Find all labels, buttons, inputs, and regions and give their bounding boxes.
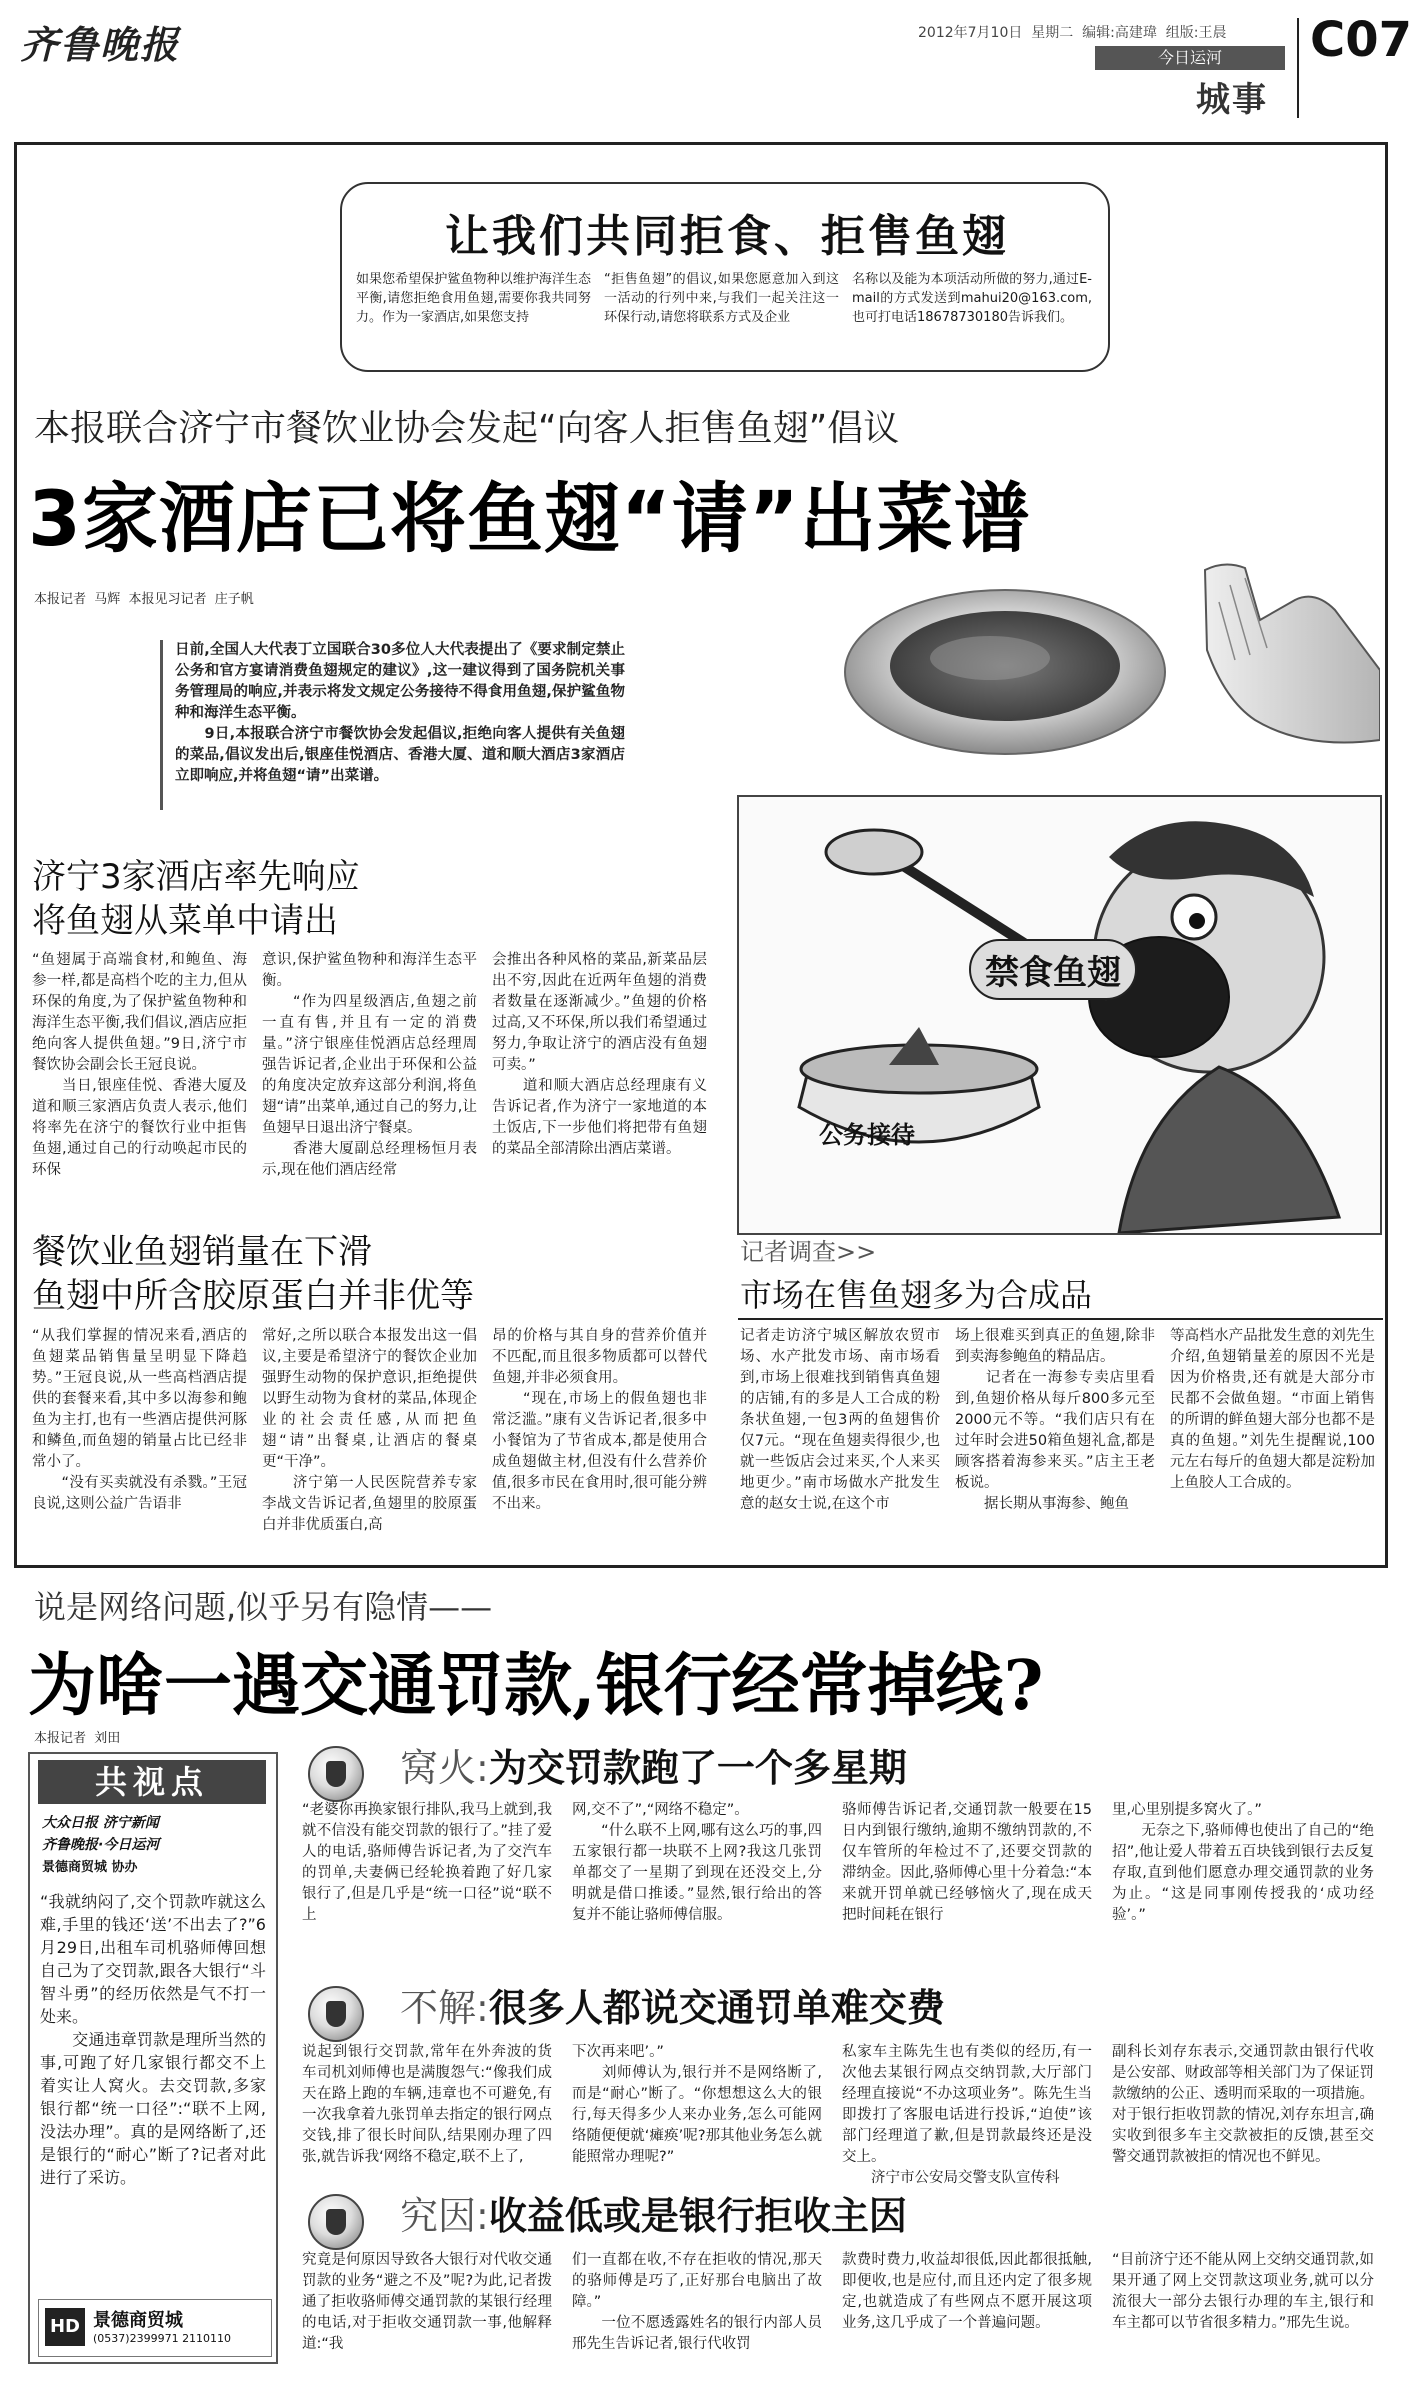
campaign-text-col2: “拒售鱼翅”的倡议,如果您愿意加入到这一活动的行列中来,与我们一起关注这一环保行动,请您将联系方式及企业 <box>604 272 839 325</box>
subhead-2 <box>32 1230 474 1318</box>
ad-logo-icon: HD <box>45 2308 85 2346</box>
section-name: 城事 <box>1196 80 1268 120</box>
section-2-col3: 私家车主陈先生也有类似的经历,有一次他去某银行网点交纳罚款,大厅部门经理直接说“不办这项业务”。陈先生当即拨打了客服电话进行投诉,“迫使”该部门经理道了歉,但是罚款最终还是没交上。 济宁市公安局交警支队宣传科 <box>842 2044 1092 2186</box>
section-3-col4: “目前济宁还不能从网上交纳交通罚款,如果开通了网上交罚款这项业务,就可以分流很大一部分去银行办理的车主,银行和车主都可以节省很多精力。”邢先生说。 <box>1112 2252 1374 2331</box>
story2-byline: 本报记者 刘田 <box>34 1731 121 1746</box>
inv-col3: 等高档水产品批发生意的刘先生介绍,鱼翅销量差的原因不光是因为价格贵,还有就是大部分市民都不会做鱼翅。“市面上销售的所谓的鲜鱼翅大部分也都不是真的鱼翅。”刘先生提醒说,100元左右每斤的鱼翅大都是淀粉加上鱼胶人工合成的。 <box>1170 1328 1375 1491</box>
masthead-meta: 2012年7月10日 星期二 编辑:高建瑋 组版:王晨 <box>918 25 1227 41</box>
commentary-sidebar <box>28 1752 278 2364</box>
sidebar-text: “我就纳闷了,交个罚款咋就这么难,手里的钱还‘送’不出去了?”6月29日,出租车司机骆师傅回想自己为了交罚款,跟各大银行“斗智斗勇”的经历依然是气不打一处来。 交通违章罚款是理所当然的事,可跑了好几家银行都交不上着实让人窝火。去交罚款,多家银行都“统一口径”:“联不上网,没法办理”。真的是网络断了,还是银行的“耐心”断了?记者对此进行了采访。 <box>40 1892 266 2187</box>
section-3-col3: 款费时费力,收益却很低,因此都很抵触,即便收,也是应付,而且还内定了很多规定,也就造成了有些网点不愿开展这项业务,这几乎成了一个普遍问题。 <box>842 2252 1092 2331</box>
section-1-col4: 里,心里别提多窝火了。” 无奈之下,骆师傅也使出了自己的“绝招”,他让爱人带着五百块钱到银行去反复存取,直到他们愿意办理交通罚款的业务为止。“这是同事刚传授我的‘成功经验’。” <box>1112 1802 1374 1923</box>
campaign-text-col1: 如果您希望保护鲨鱼物种以维护海洋生态平衡,请您拒绝食用鱼翅,需要你我共同努力。作为一家酒店,如果您支持 <box>356 272 591 325</box>
section-1-icon <box>308 1746 364 1802</box>
section-2-col1: 说起到银行交罚款,常年在外奔波的货车司机刘师傅也是满腹怨气:“像我们成天在路上跑的车辆,违章也不可避免,有一次我拿着九张罚单去指定的银行网点交钱,排了很长时间队,结果刚办理了四张,就告诉我‘网络不稳定,联不上了, <box>302 2044 552 2165</box>
section-1-heading: 为交罚款跑了一个多星期 <box>488 1746 907 1790</box>
inv-col1: 记者走访济宁城区解放农贸市场、水产批发市场、南市场看到,市场上很难找到销售真鱼翅的店铺,有的多是人工合成的粉条状鱼翅,一包3两的鱼翅售价仅7元。“现在鱼翅卖得很少,也就一些饭店会过来买,个人来买地更少。”南市场做水产批发生意的赵女士说,在这个市 <box>740 1328 940 1512</box>
page-number: C07 <box>1310 12 1413 68</box>
story1-byline: 本报记者 马辉 本报见习记者 庄子帆 <box>34 592 254 607</box>
section-2-col4: 副科长刘存东表示,交通罚款由银行代收是公安部、财政部等相关部门为了保证罚款缴纳的公正、透明而采取的一项措施。对于银行拒收罚款的情况,刘存东坦言,确实收到很多车主交款被拒的反馈,甚至交警交通罚款被拒的情况也不鲜见。 <box>1112 2044 1374 2165</box>
cartoon-label-official: 公务接待 <box>819 1121 915 1149</box>
story-divider <box>14 1565 1388 1568</box>
story2-headline: 为啥一遇交通罚款,银行经常掉线? <box>28 1646 1044 1726</box>
subhead-1 <box>32 855 360 943</box>
story1-lead: 日前,全国人大代表丁立国联合30多位人大代表提出了《要求制定禁止公务和官方宴请消费鱼翅规定的建议》,这一建议得到了国务院机关事务管理局的响应,并表示将发文规定公务接待不得食用鱼翅,保护鲨鱼物种和海洋生态平衡。 9日,本报联合济宁市餐饮协会发起倡议,拒绝向客人提供有关鱼翅的菜品,倡议发出后,银座佳悦酒店、香港大厦、道和顺大酒店3家酒店立即响应,并将鱼翅“请”出菜谱。 <box>175 642 625 784</box>
section-1-col3: 骆师傅告诉记者,交通罚款一般要在15日内到银行缴纳,逾期不缴纳罚款的,不仅车管所的年检过不了,还要交罚款的滞纳金。因此,骆师傅心里十分着急:“本来就开罚单就已经够恼火了,现在成天把时间耗在银行 <box>842 1802 1092 1923</box>
top-frame-line <box>14 142 1388 145</box>
sidebar-title: 共视点 <box>38 1760 266 1804</box>
newspaper-logo: 齐鲁晚报 <box>20 22 181 67</box>
sub1-col1: “鱼翅属于高端食材,和鲍鱼、海参一样,都是高档个吃的主力,但从环保的角度,为了保护鲨鱼物种和海洋生态平衡,我们倡议,酒店应拒绝向客人提供鱼翅。”9日,济宁市餐饮协会副会长王冠良说。 当日,银座佳悦、香港大厦及道和顺三家酒店负责人表示,他们将率先在济宁的餐饮行业中拒售鱼翅,通过自己的行动唤起市民的环保 <box>32 952 247 1178</box>
section-tag: 今日运河 <box>1095 46 1285 70</box>
section-2-keyword: 不解: <box>400 1986 489 2030</box>
inv-col2: 场上很难买到真正的鱼翅,除非到卖海参鲍鱼的精品店。 记者在一海参专卖店里看到,鱼翅价格从每斤800多元至2000元不等。“我们店只有在过年时会进50箱鱼翅礼盒,都是顾客搭着海参来买。”店主王老板说。 据长期从事海参、鲍鱼 <box>955 1328 1155 1512</box>
section-3-keyword: 究因: <box>400 2194 489 2238</box>
section-1-keyword: 窝火: <box>400 1746 489 1790</box>
masthead-divider <box>1297 18 1299 118</box>
ad-tel: (0537)2399971 2110110 <box>93 2332 232 2345</box>
investigation-tag: 记者调查>> <box>740 1238 877 1266</box>
sub1-col3: 会推出各种风格的菜品,新菜品层出不穷,因此在近两年鱼翅的消费者数量在逐渐减少。”鱼翅的价格过高,又不环保,所以我们希望通过努力,争取让济宁的酒店没有鱼翅可卖。” 道和顺大酒店总经理康有义告诉记者,作为济宁一家地道的本土饭店,下一步他们将把带有鱼翅的菜品全部清除出酒店菜谱。 <box>492 952 707 1157</box>
sub2-col2: 常好,之所以联合本报发出这一倡议,主要是希望济宁的餐饮企业加强野生动物的保护意识,拒绝提供以野生动物为食材的菜品,体现企业的社会责任感,从而把鱼翅“请”出餐桌,让酒店的餐桌更“干净”。 济宁第一人民医院营养专家李战文告诉记者,鱼翅里的胶原蛋白并非优质蛋白,高 <box>262 1328 477 1533</box>
story1-kicker: 本报联合济宁市餐饮业协会发起“向客人拒售鱼翅”倡议 <box>34 408 900 449</box>
section-1-col1: “老婆你再换家银行排队,我马上就到,我就不信没有能交罚款的银行了。”挂了爱人的电话,骆师傅告诉记者,为了交汽车的罚单,夫妻俩已经轮换着跑了好几家银行了,但是几乎是“统一口径”说“联不上 <box>302 1802 552 1923</box>
section-2-heading: 很多人都说交通罚单难交费 <box>488 1986 945 2030</box>
cartoon-illustration <box>737 795 1382 1235</box>
subhead-1-line2: 将鱼翅从菜单中请出 <box>32 901 338 941</box>
campaign-title: 让我们共同拒食、拒售鱼翅 <box>445 211 1009 262</box>
left-frame-line <box>14 142 17 1567</box>
subhead-2-line2: 鱼翅中所含胶原蛋白并非优等 <box>32 1276 474 1316</box>
story2-kicker: 说是网络问题,似乎另有隐情—— <box>34 1588 493 1626</box>
section-3-title <box>400 2192 907 2240</box>
sub2-col1: “从我们掌握的情况来看,酒店的鱼翅菜品销售量呈明显下降趋势。”王冠良说,从一些高档酒店提供的套餐来看,其中多以海参和鲍鱼为主打,也有一些酒店提供河豚和鳞鱼,而鱼翅的销量占比已经非常小了。 “没有买卖就没有杀戮。”王冠良说,这则公益广告语非 <box>32 1328 247 1512</box>
section-1-title <box>400 1744 907 1792</box>
section-3-heading: 收益低或是银行拒收主因 <box>488 2194 907 2238</box>
subhead-2-line1: 餐饮业鱼翅销量在下滑 <box>32 1232 372 1272</box>
investigation-divider <box>738 1318 1383 1320</box>
lead-box <box>160 640 625 810</box>
campaign-box <box>340 182 1110 372</box>
ad-name: 景德商贸城 <box>93 2310 183 2331</box>
sidebar-sponsor-2: 齐鲁晚报·今日运河 <box>42 1837 160 1853</box>
sub1-col2: 意识,保护鲨鱼物种和海洋生态平衡。 “作为四星级酒店,鱼翅之前一直有售,并且有一定的消费量。”济宁银座佳悦酒店总经理周强告诉记者,企业出于环保和公益的角度决定放弃这部分利润,将鱼翅“请”出菜单,通过自己的努力,让鱼翅早日退出济宁餐桌。 香港大厦副总经理杨恒月表示,现在他们酒店经常 <box>262 952 477 1178</box>
subhead-1-line1: 济宁3家酒店率先响应 <box>32 857 360 897</box>
section-3-col2: 们一直都在收,不存在拒收的情况,那天的骆师傅是巧了,正好那台电脑出了故障。” 一位不愿透露姓名的银行内部人员邢先生告诉记者,银行代收罚 <box>572 2252 822 2352</box>
section-1-col2: 网,交不了”,“网络不稳定”。 “什么联不上网,哪有这么巧的事,四五家银行都一块联不上网?我这几张罚单都交了一星期了到现在还没交上,分明就是借口推诿。”显然,银行给出的答复并不能让骆师傅信服。 <box>572 1802 822 1923</box>
section-3-col1: 究竟是何原因导致各大银行对代收交通罚款的业务“避之不及”呢?为此,记者拨通了拒收骆师傅交通罚款的某银行经理的电话,对于拒收交通罚款一事,他解释道:“我 <box>302 2252 552 2352</box>
sidebar-ad <box>38 2299 272 2357</box>
story1-headline: 3家酒店已将鱼翅“请”出菜谱 <box>28 474 1031 563</box>
section-2-icon <box>308 1986 364 2042</box>
investigation-title: 市场在售鱼翅多为合成品 <box>740 1276 1093 1314</box>
shark-fin-soup-photo <box>835 560 1380 790</box>
cartoon-label-ban: 禁食鱼翅 <box>969 939 1137 1000</box>
campaign-text-col3: 名称以及能为本项活动所做的努力,通过E-mail的方式发送到mahui20@163.com,也可打电话18678730180告诉我们。 <box>852 272 1092 325</box>
section-3-icon <box>308 2194 364 2250</box>
sidebar-sponsor-3: 景德商贸城 协办 <box>42 1860 138 1875</box>
section-2-title <box>400 1984 945 2032</box>
sub2-col3: 昂的价格与其自身的营养价值并不匹配,而且很多物质都可以替代鱼翅,并非必须食用。 “现在,市场上的假鱼翅也非常泛滥。”康有义告诉记者,很多中小餐馆为了节省成本,都是使用合成鱼翅做主材,但没有什么营养价值,很多市民在食用时,很可能分辨不出来。 <box>492 1328 707 1512</box>
right-frame-line <box>1385 142 1388 1567</box>
section-2-col2: 下次再来吧’。” 刘师傅认为,银行并不是网络断了,而是“耐心”断了。“你想想这么大的银行,每天得多少人来办业务,怎么可能网络随便便就‘瘫痪’呢?那其他业务怎么就能照常办理呢?” <box>572 2044 822 2165</box>
sidebar-sponsor-1: 大众日报 济宁新闻 <box>42 1815 159 1831</box>
